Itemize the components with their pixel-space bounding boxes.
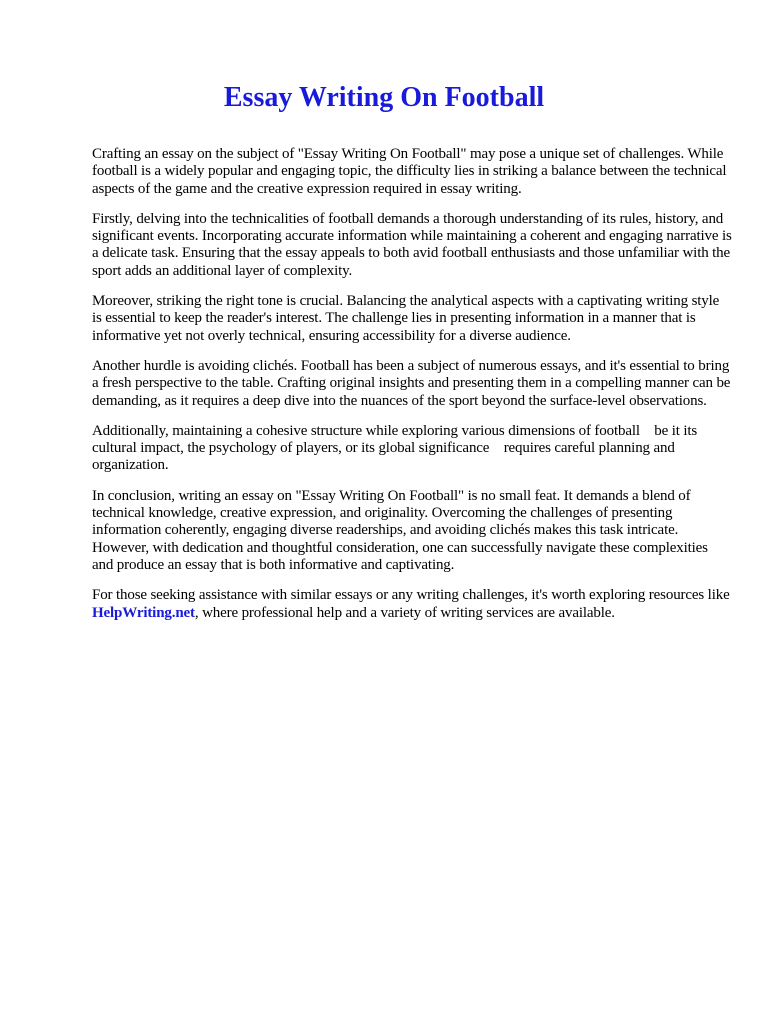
- paragraph-intro: Crafting an essay on the subject of "Essay Writing On Football" may pose a unique set of challenges. While football is a widely popular and engaging topic, the difficulty lies in striking a balance between the technical aspects of the game and the creative expression required in essay writing.: [92, 146, 727, 197]
- document-title: Essay Writing On Football: [223, 82, 545, 113]
- paragraph-structure: Additionally, maintaining a cohesive structure while exploring various dimensions of football be it its cultural impact, the psychology of players, or its global significance requires careful planning and organization.: [92, 422, 701, 474]
- paragraph-closing: [92, 587, 732, 622]
- helpwriting-link[interactable]: HelpWriting.net: [92, 604, 195, 621]
- paragraph-tone: Moreover, striking the right tone is crucial. Balancing the analytical aspects with a captivating writing style is essential to keep the reader's interest. The challenge lies in presenting information in a manner that is informative yet not overly technical, ensuring accessibility for a diverse audience.: [92, 293, 720, 344]
- paragraph-technicalities: Firstly, delving into the technicalities of football demands a thorough understanding of its rules, history, and significant events. Incorporating accurate information while maintaining a coherent and engaging narrative is a delicate task. Ensuring that the essay appeals to both avid football enthusiasts and those unfamiliar with the sport adds an additional layer of complexity.: [92, 210, 732, 279]
- closing-text-before-link: For those seeking assistance with similar essays or any writing challenges, it's worth exploring resources like: [92, 587, 730, 604]
- document-body: [92, 146, 732, 635]
- paragraph-cliches: Another hurdle is avoiding clichés. Football has been a subject of numerous essays, and it's essential to bring a fresh perspective to the table. Crafting original insights and presenting them in a compelling manner can be demanding, as it requires a deep dive into the nuances of the sport beyond the surface-level observations.: [92, 357, 731, 409]
- closing-text-after-link: , where professional help and a variety of writing services are available.: [194, 604, 615, 621]
- paragraph-conclusion: In conclusion, writing an essay on "Essay Writing On Football" is no small feat. It demands a blend of technical knowledge, creative expression, and originality. Overcoming the challenges of presenting information coherently, engaging diverse readerships, and avoiding clichés makes this task intricate. However, with dedication and thoughtful consideration, one can successfully navigate these complexities and produce an essay that is both informative and captivating.: [92, 487, 708, 573]
